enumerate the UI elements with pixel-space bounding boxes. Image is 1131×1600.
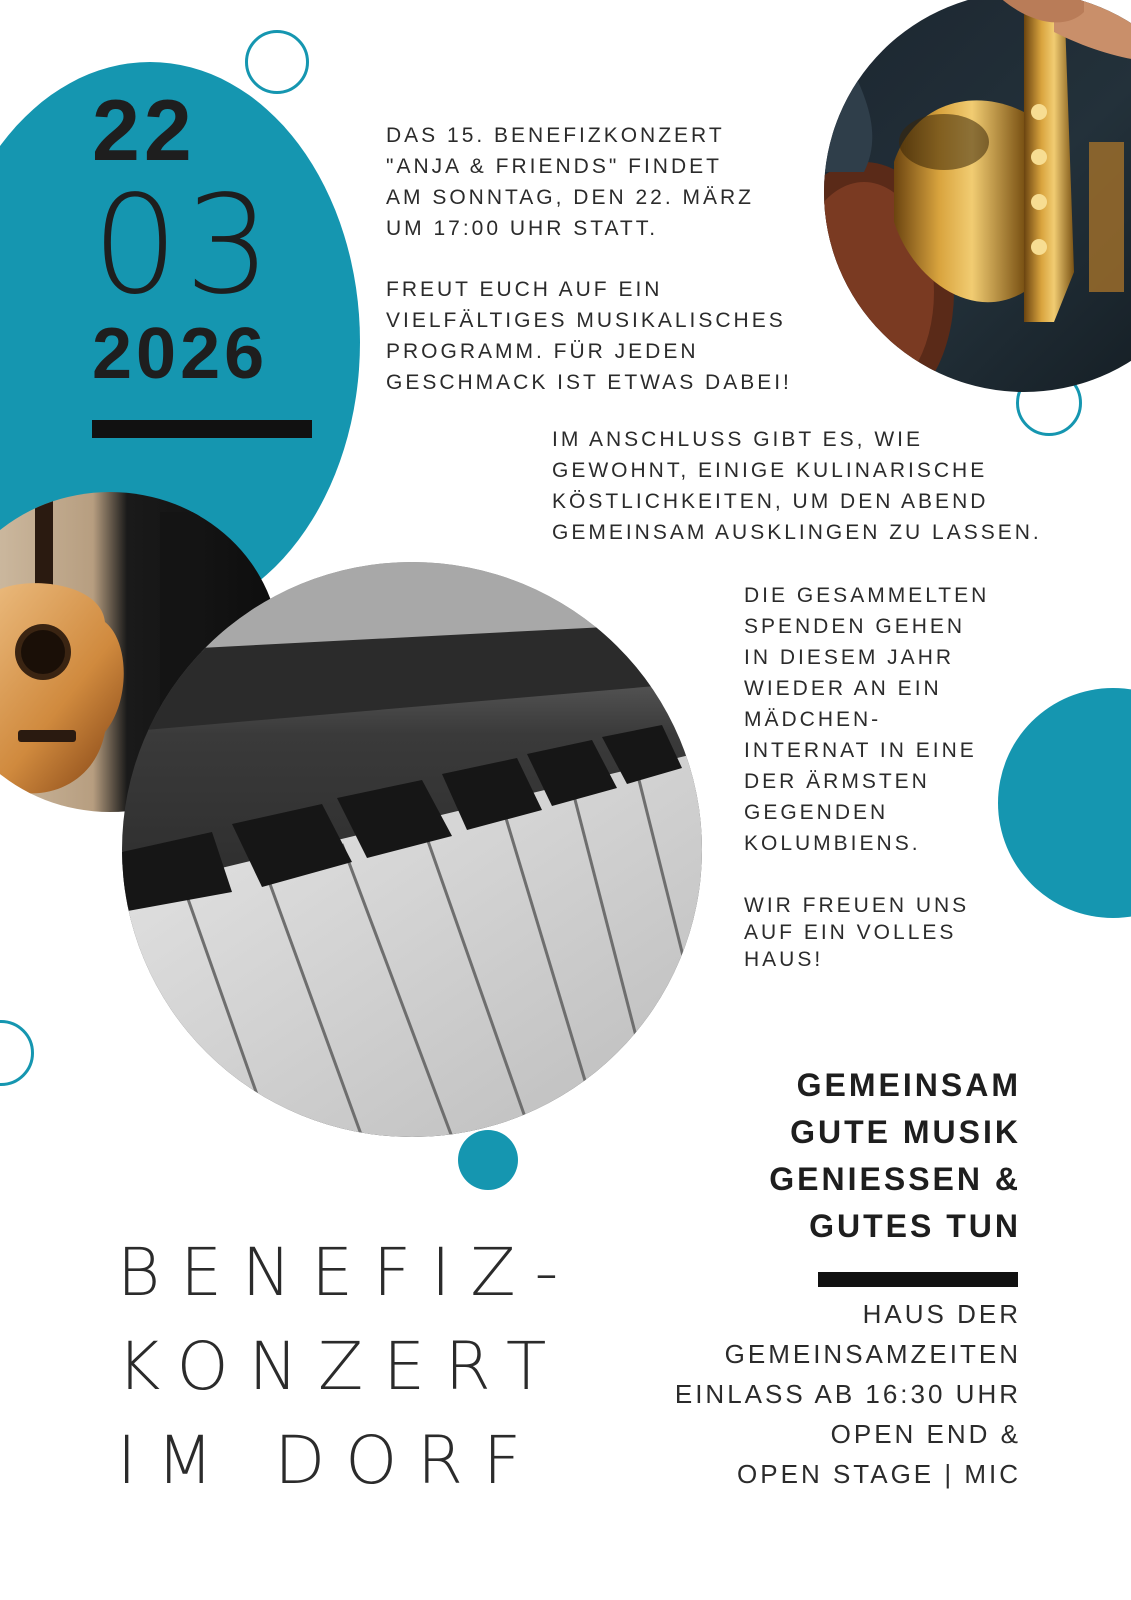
ring-left-edge bbox=[0, 1020, 34, 1086]
headline-line: IM DORF bbox=[117, 1422, 541, 1499]
intro-line: AM SONNTAG, DEN 22. MÄRZ bbox=[386, 186, 754, 209]
closing-text bbox=[744, 892, 969, 973]
after-line: KÖSTLICHKEITEN, UM DEN ABEND bbox=[552, 490, 989, 513]
slogan-divider-bar bbox=[818, 1272, 1018, 1287]
closing-line: AUF EIN VOLLES bbox=[744, 921, 957, 944]
intro-line: "ANJA & FRIENDS" FINDET bbox=[386, 155, 722, 178]
headline-line: KONZERT bbox=[117, 1328, 567, 1405]
slogan bbox=[769, 1062, 1021, 1250]
donations-text bbox=[744, 580, 989, 859]
date-month: 03 bbox=[92, 167, 278, 325]
donations-line: MÄDCHEN- bbox=[744, 708, 882, 731]
donations-line: WIEDER AN EIN bbox=[744, 677, 942, 700]
closing-line: WIR FREUEN UNS bbox=[744, 894, 970, 917]
saxophone-photo bbox=[824, 0, 1131, 392]
donations-line: SPENDEN GEHEN bbox=[744, 615, 966, 638]
donations-line: DIE GESAMMELTEN bbox=[744, 584, 990, 607]
slogan-line: GUTE MUSIK bbox=[790, 1114, 1021, 1150]
program-line: GESCHMACK IST ETWAS DABEI! bbox=[386, 371, 792, 394]
teal-dot-small bbox=[458, 1130, 518, 1190]
donations-line: DER ÄRMSTEN bbox=[744, 770, 930, 793]
piano-keys-photo bbox=[122, 562, 702, 1137]
program-line: FREUT EUCH AUF EIN bbox=[386, 278, 663, 301]
program-line: VIELFÄLTIGES MUSIKALISCHES bbox=[386, 309, 786, 332]
venue-line: GEMEINSAMZEITEN bbox=[724, 1339, 1021, 1369]
donations-line: KOLUMBIENS. bbox=[744, 832, 921, 855]
after-line: IM ANSCHLUSS GIBT ES, WIE bbox=[552, 428, 924, 451]
ring-top bbox=[245, 30, 309, 94]
venue-line: OPEN STAGE | MIC bbox=[737, 1459, 1021, 1489]
donations-line: INTERNAT IN EINE bbox=[744, 739, 977, 762]
donations-line: GEGENDEN bbox=[744, 801, 889, 824]
after-line: GEWOHNT, EINIGE KULINARISCHE bbox=[552, 459, 988, 482]
venue-line: OPEN END & bbox=[830, 1419, 1021, 1449]
venue-line: HAUS DER bbox=[862, 1299, 1021, 1329]
closing-line: HAUS! bbox=[744, 948, 824, 971]
slogan-line: GENIESSEN & bbox=[769, 1161, 1021, 1197]
donations-line: IN DIESEM JAHR bbox=[744, 646, 955, 669]
program-text bbox=[386, 274, 792, 398]
after-line: GEMEINSAM AUSKLINGEN ZU LASSEN. bbox=[552, 521, 1042, 544]
program-line: PROGRAMM. FÜR JEDEN bbox=[386, 340, 699, 363]
venue-info bbox=[675, 1294, 1021, 1494]
headline-line: BENEFIZ- bbox=[117, 1234, 579, 1311]
intro-text bbox=[386, 120, 754, 244]
event-headline bbox=[117, 1226, 578, 1508]
venue-line: EINLASS AB 16:30 UHR bbox=[674, 1379, 1021, 1409]
after-text bbox=[552, 424, 1042, 548]
intro-line: DAS 15. BENEFIZKONZERT bbox=[386, 124, 725, 147]
slogan-line: GUTES TUN bbox=[809, 1208, 1021, 1244]
slogan-line: GEMEINSAM bbox=[796, 1067, 1021, 1103]
teal-circle-right bbox=[998, 688, 1131, 918]
intro-line: UM 17:00 UHR STATT. bbox=[386, 217, 659, 240]
date-divider-bar bbox=[92, 420, 312, 438]
date-year: 2026 bbox=[92, 314, 269, 394]
date-day: 22 bbox=[92, 83, 196, 179]
